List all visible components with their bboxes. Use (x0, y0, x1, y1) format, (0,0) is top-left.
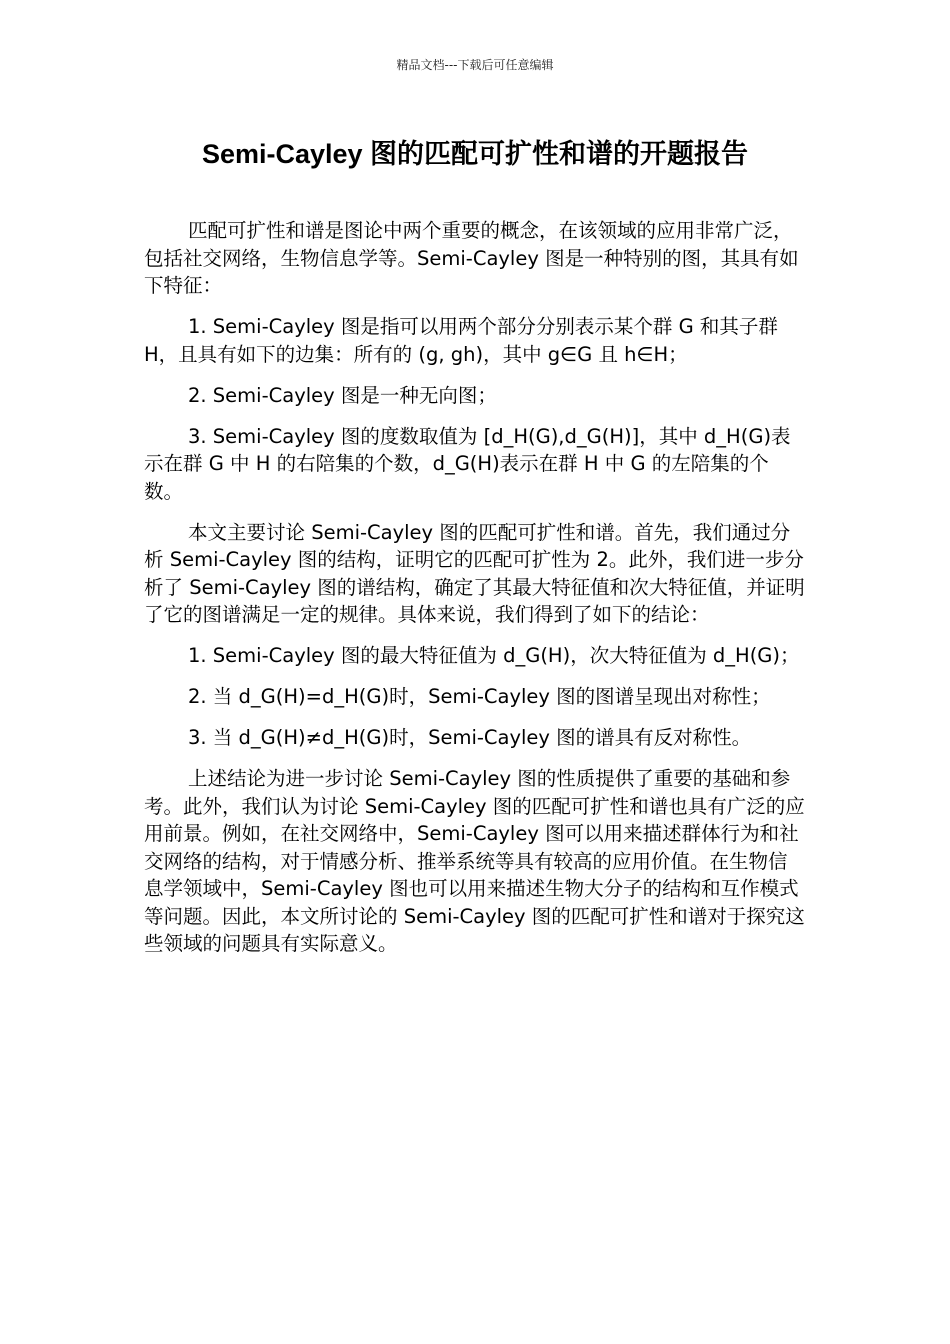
paragraph-conclusion-1: 1. Semi-Cayley 图的最大特征值为 d_G(H)，次大特征值为 d_H(G)； (188, 644, 800, 667)
paragraph-main-discussion: 本文主要讨论 Semi-Cayley 图的匹配可扩性和谱。首先，我们通过分析 Semi-Cayley 图的结构，证明它的匹配可扩性为 2。此外，我们进一步分析了 Semi-Cayley 图的谱结构，确定了其最大特征值和次大特征值，并证明了它的图谱满足一定的规律。具体来说，我们得到了如下的结论： (144, 520, 805, 626)
paragraph-conclusion-2: 2. 当 d_G(H)=d_H(G)时，Semi-Cayley 图的图谱呈现出对称性； (188, 685, 771, 708)
paragraph-intro: 匹配可扩性和谱是图论中两个重要的概念，在该领域的应用非常广泛，包括社交网络，生物信息学等。Semi-Cayley 图是一种特别的图，其具有如下特征： (144, 219, 799, 297)
document-body (144, 217, 806, 971)
paragraph-feature-1: 1. Semi-Cayley 图是指可以用两个部分分别表示某个群 G 和其子群 H，且具有如下的边集：所有的 (g, gh)，其中 g∈G 且 h∈H； (144, 315, 778, 366)
paragraph-feature-3: 3. Semi-Cayley 图的度数取值为 [d_H(G),d_G(H)]，其中 d_H(G)表示在群 G 中 H 的右陪集的个数，d_G(H)表示在群 H 中 G 的左陪集的个数。 (144, 424, 791, 503)
paragraph-feature-2: 2. Semi-Cayley 图是一种无向图； (188, 383, 497, 407)
document-title: Semi-Cayley 图的匹配可扩性和谱的开题报告 (201, 139, 749, 169)
paragraph-conclusion-3: 3. 当 d_G(H)≠d_H(G)时，Semi-Cayley 图的谱具有反对称性。 (188, 726, 752, 749)
header-note: 精品文档---下载后可任意编辑 (396, 58, 554, 72)
paragraph-summary: 上述结论为进一步讨论 Semi-Cayley 图的性质提供了重要的基础和参考。此外，我们认为讨论 Semi-Cayley 图的匹配可扩性和谱也具有广泛的应用前景。例如，在社交网络中，Semi-Cayley 图可以用来描述群体行为和社交网络的结构，对于情感分析、推举系统等具有较高的应用价值。在生物信息学领域中，Semi-Cayley 图也可以用来描述生物大分子的结构和互作模式等问题。因此，本文所讨论的 Semi-Cayley 图的匹配可扩性和谱对于探究这些领域的问题具有实际意义。 (144, 767, 805, 955)
